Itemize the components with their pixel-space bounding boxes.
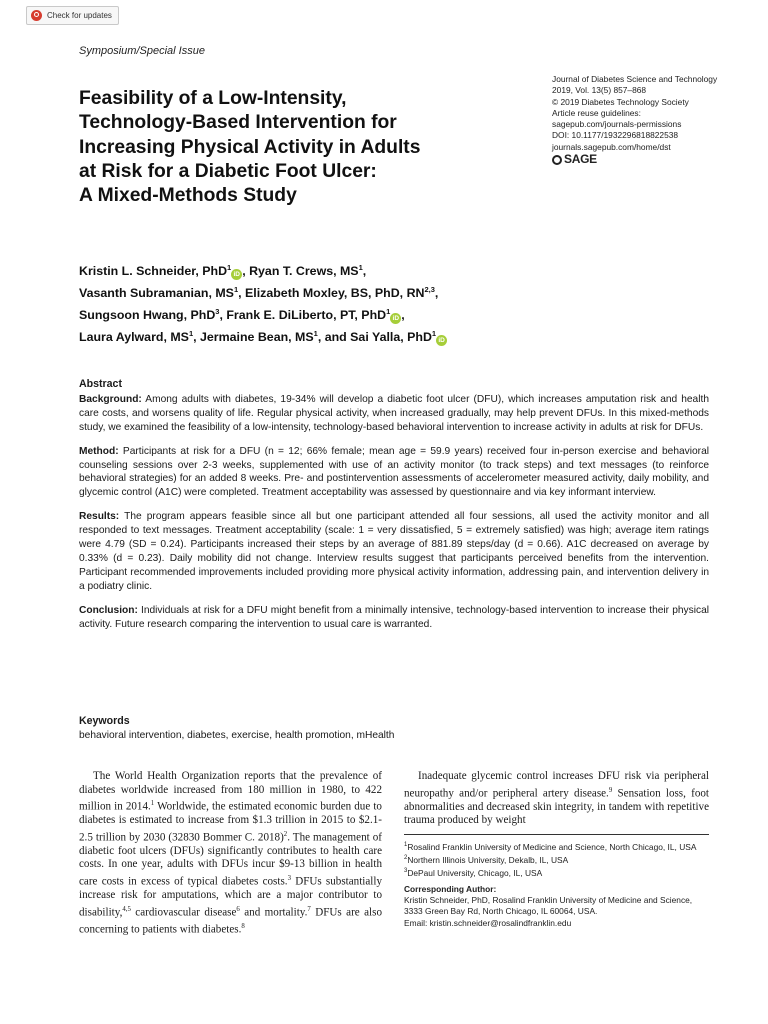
author-affiliation-number: 1: [431, 328, 437, 338]
abstract-text: Among adults with diabetes, 19-34% will develop a diabetic foot ulcer (DFU), which increases amputation risk and health care costs, and worsens quality of life. Regular physical activity, when increased gradually, may help prevent DFUs. In this mixed-methods study, we examined the feasibility of a low-intensity, technology-based behavioral intervention to increase activity in adults at risk for DFUs.: [79, 393, 709, 433]
body-text: The World Health Organization reports that the prevalence of diabetes worldwide increased from 180 million in 1980, to 422 million in 2014.: [79, 770, 382, 813]
author-separator: ,: [362, 264, 367, 279]
author-name: Laura Aylward, MS: [79, 329, 189, 344]
orcid-icon[interactable]: iD: [390, 313, 401, 324]
author-name: Jermaine Bean, MS: [200, 329, 314, 344]
citation-ref[interactable]: 2: [283, 830, 288, 838]
author-name: Frank E. DiLiberto, PT, PhD: [226, 307, 387, 322]
keywords-heading: Keywords: [79, 715, 130, 727]
body-text: Sensation loss, foot abnormalities and decreased skin integrity, in tandem with repetitive trauma produced by weight: [404, 787, 710, 827]
author-name: Elizabeth Moxley, BS, PhD, RN: [245, 286, 425, 301]
author-separator: ,: [193, 329, 200, 344]
title-line: Increasing Physical Activity in Adults: [79, 136, 421, 158]
abstract-text: Individuals at risk for a DFU might benefit from a minimally intensive, technology-based intervention to increase their physical activity. Future research comparing the intervention to usual care is warranted.: [79, 604, 709, 630]
affiliation-text: DePaul University, Chicago, IL, USA: [407, 867, 543, 878]
citation-ref[interactable]: 8: [241, 922, 245, 930]
check-for-updates-badge[interactable]: [26, 6, 119, 25]
abstract-heading: Abstract: [79, 378, 122, 390]
title-line: Technology-Based Intervention for: [79, 112, 397, 134]
author-list: [79, 259, 549, 347]
affiliations: [404, 840, 709, 879]
affiliation: [404, 866, 709, 879]
author-name: Sungsoon Hwang, PhD: [79, 307, 216, 322]
citation-ref[interactable]: 6: [236, 905, 240, 913]
author-separator: ,: [401, 307, 405, 322]
title-line: at Risk for a Diabetic Foot Ulcer:: [79, 160, 377, 182]
copyright: © 2019 Diabetes Technology Society: [552, 96, 689, 107]
author-affiliation-number: 3: [215, 306, 220, 316]
author-affiliation-number: 1: [188, 328, 194, 338]
author-affiliation-number: 1: [358, 263, 363, 272]
author-separator: ,: [219, 307, 227, 322]
publisher-name: SAGE: [564, 152, 597, 167]
article-title: [79, 87, 509, 208]
author-affiliation-number: 1: [313, 328, 318, 338]
body-column-left: [79, 770, 382, 937]
section-label: Symposium/Special Issue: [79, 45, 205, 57]
keywords-text: behavioral intervention, diabetes, exercise, health promotion, mHealth: [79, 730, 395, 741]
author-separator: ,: [238, 286, 245, 301]
body-paragraph: [404, 770, 709, 828]
abstract-label: Conclusion:: [79, 604, 138, 616]
abstract-label: Results:: [79, 511, 120, 523]
citation-ref[interactable]: 1: [150, 800, 155, 807]
abstract-text: The program appears feasible since all but one participant attended all four sessions, all used the activity monitor and all responded to text messages. Treatment acceptability (scale: 1 = very dissatisfied, 5 = extremely satisfied) was high; average item ratings were 4.79 (SD = 0.24). Participants increased their steps by an average of 881.89 steps/day (d = 0.66). A1C decreased on average by 0.33% (d = 0.23). Daily mobility did not change. Interview results suggest that participants perceived benefits from the intervention. Participant recommended improvements included providing more physical activity information, addressing pain, and intervention delivery in a podiatry clinic.: [79, 511, 709, 592]
affiliation: [404, 853, 709, 866]
orcid-icon[interactable]: iD: [231, 269, 242, 280]
author-affiliation-number: 2,3: [424, 284, 435, 294]
author-name: Vasanth Subramanian, MS: [79, 286, 234, 301]
abstract: [79, 378, 709, 642]
corresponding-email[interactable]: Email: kristin.schneider@rosalindfranklin.edu: [404, 917, 572, 928]
sage-logo-icon: [552, 155, 562, 165]
journal-home-link[interactable]: journals.sagepub.com/home/dst: [552, 141, 671, 152]
author-name: Kristin L. Schneider, PhD: [79, 264, 228, 279]
author-separator: ,: [242, 264, 250, 279]
reuse-label: Article reuse guidelines:: [552, 107, 641, 118]
keywords: [79, 714, 709, 743]
abstract-background: [79, 393, 709, 435]
footnotes: [404, 840, 709, 929]
citation-ref[interactable]: 4,5: [122, 905, 131, 913]
abstract-text: Participants at risk for a DFU (n = 12; 66% female; mean age = 59.9 years) received four in-person exercise and behavioral counseling sessions over 2-3 weeks, supplemented with use of an activity monitor (to track steps) and text messages (to reinforce behavioral strategies) for an added 8 weeks. Pre- and postintervention assessments of accelerometer measured activity, daily mobility, and glycemic control (A1C) were completed. Treatment acceptability was assessed by questionnaire and via key informant interview.: [79, 445, 709, 499]
body-text: DFUs are also concerning to patients with diabetes.: [79, 906, 382, 936]
body-text: cardiovascular disease: [130, 906, 237, 919]
body-text: and mortality.: [239, 906, 308, 919]
title-line: A Mixed-Methods Study: [79, 185, 297, 207]
publisher-logo: [552, 154, 752, 165]
body-text: Worldwide, the estimated economic burden due to diabetes is estimated to increase from $1.3 trillion in 2015 to $2.1-2.5 trillion by 2030 (32830 Bommer C. 2018): [79, 800, 382, 844]
body-text: DFUs substantially increase risk for amputations, which are a major contributor to disability,: [79, 875, 383, 919]
corresponding-author: [404, 884, 709, 929]
author-separator: ,: [434, 286, 439, 301]
author-affiliation-number: 1: [386, 306, 391, 316]
affiliation-number: 3: [404, 868, 408, 874]
affiliation-number: 1: [404, 842, 408, 848]
affiliation-number: 2: [404, 855, 408, 861]
corresponding-heading: Corresponding Author:: [404, 884, 497, 894]
author-affiliation-number: 1: [227, 263, 232, 272]
abstract-label: Background:: [79, 393, 142, 405]
doi-link[interactable]: DOI: 10.1177/1932296818822538: [552, 130, 679, 141]
permissions-link[interactable]: sagepub.com/journals-permissions: [552, 119, 682, 130]
body-text: Inadequate glycemic control increases DFU risk via peripheral neuropathy and/or peripheral artery disease.: [404, 770, 709, 800]
citation-ref[interactable]: 9: [608, 786, 613, 794]
check-for-updates-label: Check for updates: [47, 11, 112, 20]
abstract-label: Method:: [79, 445, 119, 457]
orcid-icon[interactable]: iD: [436, 335, 447, 346]
title-line: Feasibility of a Low-Intensity,: [79, 88, 347, 109]
body-paragraph: [79, 770, 382, 937]
corresponding-address: Kristin Schneider, PhD, Rosalind Franklin University of Medicine and Science, 3333 Green Bay Rd, North Chicago, IL 60064, USA.: [404, 895, 693, 917]
citation-ref[interactable]: 3: [287, 874, 291, 882]
affiliation-text: Rosalind Franklin University of Medicine and Science, North Chicago, IL, USA: [407, 841, 697, 852]
abstract-conclusion: [79, 604, 709, 632]
author-name: Ryan T. Crews, MS: [249, 264, 359, 279]
author-name: Sai Yalla, PhD: [350, 329, 432, 344]
journal-info: [552, 74, 752, 165]
body-text: . The management of diabetic foot ulcers (DFUs) significantly contributes to health care costs. In one year, adults with DFUs incur $9-13 billion in health care costs in excess of typical diabetes costs.: [79, 831, 382, 888]
journal-volume: 2019, Vol. 13(5) 857–868: [552, 85, 647, 96]
body-column-right: [404, 770, 709, 828]
affiliation-text: Northern Illinois University, Dekalb, IL, USA: [407, 854, 569, 865]
update-icon: [31, 10, 42, 21]
journal-name: Journal of Diabetes Science and Technology: [552, 74, 718, 84]
author-separator: , and: [317, 329, 351, 344]
author-affiliation-number: 1: [233, 284, 239, 294]
footnote-divider: [404, 834, 709, 835]
abstract-method: [79, 445, 709, 501]
abstract-results: [79, 510, 709, 593]
citation-ref[interactable]: 7: [307, 905, 311, 913]
affiliation: [404, 840, 709, 853]
